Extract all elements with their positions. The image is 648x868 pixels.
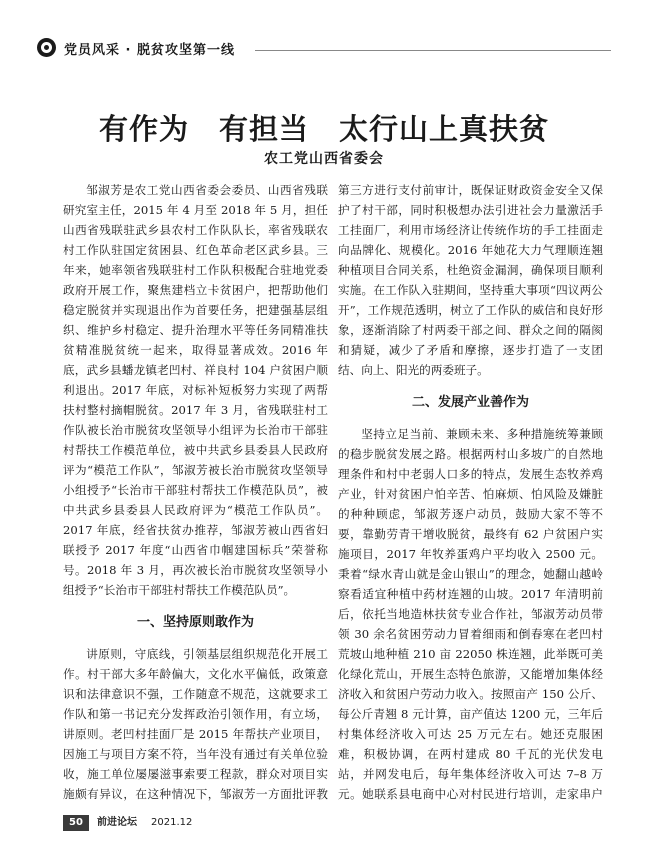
text-column-left [63, 180, 328, 805]
article-author: 农工党山西省委会 [264, 151, 384, 167]
body-paragraph: 第三方进行支付前审计，既保证财政资金安全又保护了村干部，同时积极想办法引进社会力量激活手工挂面厂，利用市场经济让传统作坊的手工挂面走向品牌化、规模化。2016 年她花大力气理顺连翘种植项目合同关系，杜绝资金漏洞，确保项目顺利实施。在工作队入驻期间，坚持重大事项“四议两公开”，工作规范透明，树立了工作队的威信和良好形象，逐渐消除了村两委干部之间、群众之间的隔阂和猜疑，减少了矛盾和摩擦，逐步打造了一支团结、向上、阳光的两委班子。 [338, 183, 603, 377]
page-number: 50 [63, 815, 89, 831]
page-footer [63, 815, 603, 831]
header-rule [255, 50, 611, 51]
section-heading: 二、发展产业善作为 [411, 395, 529, 410]
section-heading: 一、坚持原则敢作为 [136, 615, 254, 630]
article-title: 有作为 有担当 太行山上真扶贫 [98, 112, 549, 146]
issue-date: 2021.12 [151, 817, 193, 828]
journal-name: 前进论坛 [97, 817, 137, 828]
body-paragraph: 邹淑芳是农工党山西省委会委员、山西省残联研究室主任，2015 年 4 月至 2018 年 5 月，担任山西省残联驻武乡县农村工作队队长，率省残联农村工作队驻国定贫困县、红色革命老区武乡县。三年来，她率领省残联驻村工作队积极配合驻地党委政府开展工作，聚焦建档立卡贫困户，把帮助他们稳定脱贫并实现退出作为首要任务，把建强基层组织、维护乡村稳定、提升治理水平等任务同精准扶贫精准脱贫统一起来，取得显著成效。2016 年底，武乡县蟠龙镇老凹村、祥良村 104 户贫困户顺利退出。2017 年底，对标补短板努力实现了两帮扶村整村摘帽脱贫。2017 年 3 月，省残联驻村工作队被长治市脱贫攻坚领导小组评为长治市干部驻村帮扶工作模范单位，被中共武乡县委县人民政府评为“模范工作队”，邹淑芳被长治市脱贫攻坚领导小组授予“长治市干部驻村帮扶工作模范队员”，被中共武乡县委县人民政府评为“模范工作队员”。2017 年底，经省扶贫办推荐，邹淑芳被山西省妇联授予 2017 年度“山西省巾帼建国标兵”荣誉称号。2018 年 3 月，再次被长治市脱贫攻坚领导小组授予“长治市干部驻村帮扶工作模范队员”。 [63, 183, 328, 597]
column-logo-icon [37, 38, 56, 57]
body-paragraph: 坚持立足当前、兼顾未来、多种措施统筹兼顾的稳步脱贫发展之路。根据两村山多坡广的自然地理条件和村中老弱人口多的特点，发展生态牧养鸡产业，针对贫困户怕辛苦、怕麻烦、怕风险及嫌脏的种种顾虑，邹淑芳逐户动员，鼓励大家不等不要，靠勤劳青干增收脱贫，最终有 62 户贫困户实施项目，2017 年牧养蛋鸡户平均收入 2500 元。秉着“绿水青山就是金山银山”的理念，她翻山越岭察看适宜种植中药材连翘的山坡。2017 年清明前后，依托当地造林扶贫专业合作社，邹淑芳动员带领 30 余名贫困劳动力冒着细雨和倒春寒在老凹村荒坡山地种植 210 亩 22050 株连翘，此举既可美化绿化荒山，开展生态特色旅游，又能增加集体经济收入和贫困户劳动力收入。按照亩产 150 公斤、每公斤青翘 8 元计算，亩产值达 1200 元，三年后村集体经济收入可达 25 万元左右。她还克服困难，积极协调，在两村建成 80 千瓦的光伏发电站，并网发电后，每年集体经济收入可达 7–8 万元。她联系县电商中心对村民进行培训，走家串户 [338, 427, 603, 801]
page-header [37, 36, 611, 62]
text-column-right [338, 180, 603, 805]
column-name: 党员风采 · 脱贫攻坚第一线 [64, 43, 235, 58]
body-paragraph: 讲原则，守底线，引领基层组织规范化开展工作。村干部大多年龄偏大，文化水平偏低，政策意识和法律意识不强，工作随意不规范，这就要求工作队和第一书记充分发挥政治引领作用，有立场，讲原则。老凹村挂面厂是 2015 年帮扶产业项目，因施工与项目方案不符，当年没有通过有关单位验收，施工单位屡屡滋事索要工程款，群众对项目实施颇有异议，在这种情况下，邹淑芳一方面批评教 [63, 647, 328, 801]
